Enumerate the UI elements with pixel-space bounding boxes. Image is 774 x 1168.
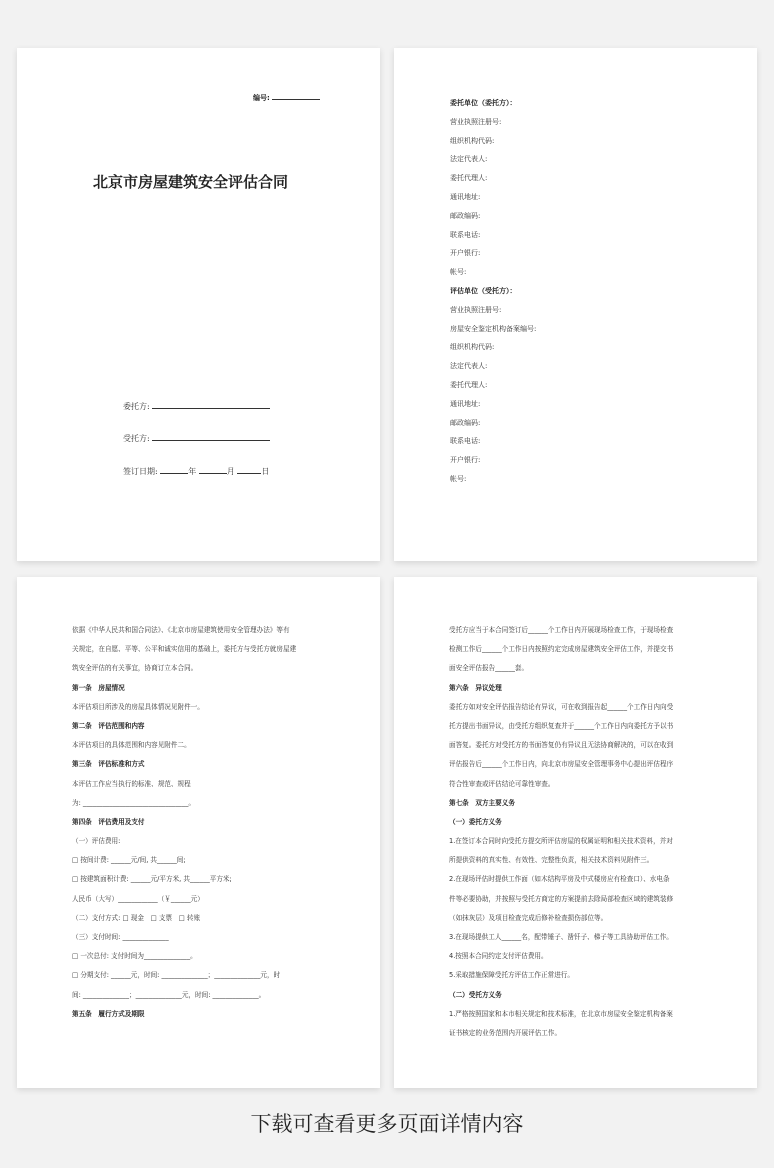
text-line: 通讯地址: (450, 399, 481, 408)
text-line: 组织机构代码: (450, 136, 495, 145)
text-line: 3.在现场提供工人______名，配带锤子、凿钎子、梯子等工具协助评估工作。 (449, 933, 673, 941)
text-line: 营业执照注册号: (450, 305, 502, 314)
text-line: 邮政编码: (450, 211, 481, 220)
contract-articles-text (72, 624, 370, 1027)
section-heading: 第四条 评估费用及支付 (72, 817, 145, 826)
text-line: 托方提出书面异议，由受托方组织复查并于______个工作日内向委托方予以书 (449, 721, 674, 730)
text-line: 检测工作后______个工作日内按照约定完成房屋建筑安全评估工作，并提交书 (449, 645, 674, 654)
text-line: 5.采取措施保障受托方评估工作正常进行。 (449, 971, 574, 980)
contractor-label: 受托方: (123, 434, 150, 443)
text-line: 受托方应当于本合同签订后______个工作日内开展现场检查工作，于现场检查 (449, 626, 674, 634)
text-line: 邮政编码: (450, 418, 481, 427)
contract-cover-page (17, 48, 380, 561)
download-prompt: 下载可查看更多页面详情内容 (250, 1112, 524, 1136)
day-label: 日 (261, 467, 270, 476)
text-line: （二）支付方式: □ 现金 □ 支票 □ 转账 (72, 913, 201, 922)
signing-date-label: 签订日期: (123, 467, 158, 476)
text-line: 2.在现场评估时提供工作面（如木结构平房及中式楼房应有检查口）、水电条 (449, 875, 670, 884)
text-line: □ 分期支付: ______元，时间: ______________；______________元，时 (72, 971, 281, 980)
signing-date-line (123, 466, 269, 477)
text-line: 面安全评估报告______套。 (449, 664, 529, 673)
text-line: 本评估项目的具体范围和内容见附件二。 (72, 741, 191, 750)
text-line: □ 按间计费: ______元/间, 共______间; (72, 856, 186, 865)
year-blank (160, 466, 188, 474)
text-line: 人民币（大写）____________（￥______元） (72, 894, 204, 903)
section-heading: 第五条 履行方式及期限 (72, 1009, 145, 1018)
text-line: 证书核定的业务范围内开展评估工作。 (449, 1028, 562, 1037)
text-line: 件等必要协助，并按照与受托方商定的方案提前去除局部检查区域的建筑装修 (449, 894, 674, 903)
section-heading: 第七条 双方主要义务 (449, 798, 515, 807)
month-blank (199, 466, 227, 474)
party-info-page (394, 48, 757, 561)
text-line: □ 按建筑面积计费: ______元/平方米, 共______平方米; (72, 875, 232, 884)
text-line: 开户银行: (450, 456, 481, 465)
contract-articles-page-2 (394, 577, 757, 1088)
text-line: 营业执照注册号: (450, 117, 502, 126)
text-line: （一）评估费用: (72, 837, 121, 846)
section-heading: 第一条 房屋情况 (72, 683, 125, 692)
contractor-signature-line (123, 433, 270, 444)
text-line: 委托代理人: (450, 380, 488, 389)
text-line: 帐号: (450, 268, 467, 277)
text-line: 委托代理人: (450, 174, 488, 183)
contract-number (253, 92, 320, 103)
text-line: 联系电话: (450, 437, 481, 446)
text-line: 面答复。委托方对受托方的书面答复仍有异议且无法协商解决的，可以在收到 (449, 741, 674, 750)
text-line: 关规定，在自愿、平等、公平和诚实信用的基础上，委托方与受托方就房屋建 (72, 645, 297, 654)
text-line: （如抹灰层）及项目检查完成后修补检查损伤部位等。 (449, 913, 608, 922)
contractor-blank (152, 433, 270, 441)
section-heading: 第三条 评估标准和方式 (72, 760, 145, 769)
party-info-fields (450, 98, 740, 493)
text-line: 依据《中华人民共和国合同法》、《北京市房屋建筑使用安全管理办法》等有 (72, 626, 290, 634)
text-line: 联系电话: (450, 230, 481, 239)
text-line: 开户银行: (450, 249, 481, 258)
contract-title: 北京市房屋建筑安全评估合同 (93, 173, 289, 191)
text-line: 1.严格按照国家和本市相关规定和技术标准，在北京市房屋安全鉴定机构备案 (449, 1009, 673, 1018)
section-heading: （一）委托方义务 (449, 817, 502, 826)
text-line: 4.按照本合同约定支付评估费用。 (449, 952, 548, 961)
text-line: □ 一次总付: 支付时间为______________。 (72, 952, 197, 961)
text-line: 本评估项目所涉及的房屋具体情况见附件一。 (72, 702, 204, 711)
text-line: 帐号: (450, 474, 467, 483)
contract-articles-page-1 (17, 577, 380, 1088)
month-label: 月 (226, 467, 235, 476)
text-line: （三）支付时间: ______________ (72, 933, 169, 941)
contract-number-label: 编号: (253, 94, 270, 102)
contract-number-blank (272, 92, 320, 100)
client-label: 委托方: (123, 402, 150, 411)
section-heading: （二）受托方义务 (449, 990, 502, 999)
text-line: 所提供资料的真实性、有效性、完整性负责，相关技术资料见附件三。 (449, 856, 654, 865)
text-line: 法定代表人: (450, 362, 488, 371)
day-blank (237, 466, 261, 474)
section-heading: 第六条 异议处理 (449, 683, 502, 692)
text-line: 评估报告后______个工作日内，向北京市房屋安全管理事务中心提出评估程序 (449, 760, 674, 769)
text-line: 筑安全评估的有关事宜，协商订立本合同。 (72, 664, 198, 673)
text-line: 委托方如对安全评估报告结论有异议，可在收到报告起______个工作日内向受 (449, 702, 674, 711)
text-line: 组织机构代码: (450, 343, 495, 352)
section-heading: 委托单位（委托方）： (450, 99, 517, 107)
client-signature-line (123, 401, 270, 412)
text-line: 通讯地址: (450, 192, 481, 201)
text-line: 符合性审查或评估结论可靠性审查。 (449, 779, 555, 788)
contract-articles-text-continued (449, 624, 747, 1046)
section-heading: 评估单位（受托方）： (450, 286, 517, 295)
text-line: 为: ________________________________。 (72, 798, 196, 807)
text-line: 房屋安全鉴定机构备案编号: (450, 324, 537, 333)
section-heading: 第二条 评估范围和内容 (72, 721, 145, 730)
text-line: 本评估工作应当执行的标准、规范、规程 (72, 779, 191, 788)
text-line: 法定代表人: (450, 155, 488, 164)
client-blank (152, 401, 270, 409)
text-line: 间: ______________；______________元，时间: ______________。 (72, 990, 266, 999)
year-label: 年 (188, 467, 197, 476)
text-line: 1.在签订本合同时向受托方提交所评估房屋的权属证明和相关技术资料，并对 (449, 837, 673, 846)
